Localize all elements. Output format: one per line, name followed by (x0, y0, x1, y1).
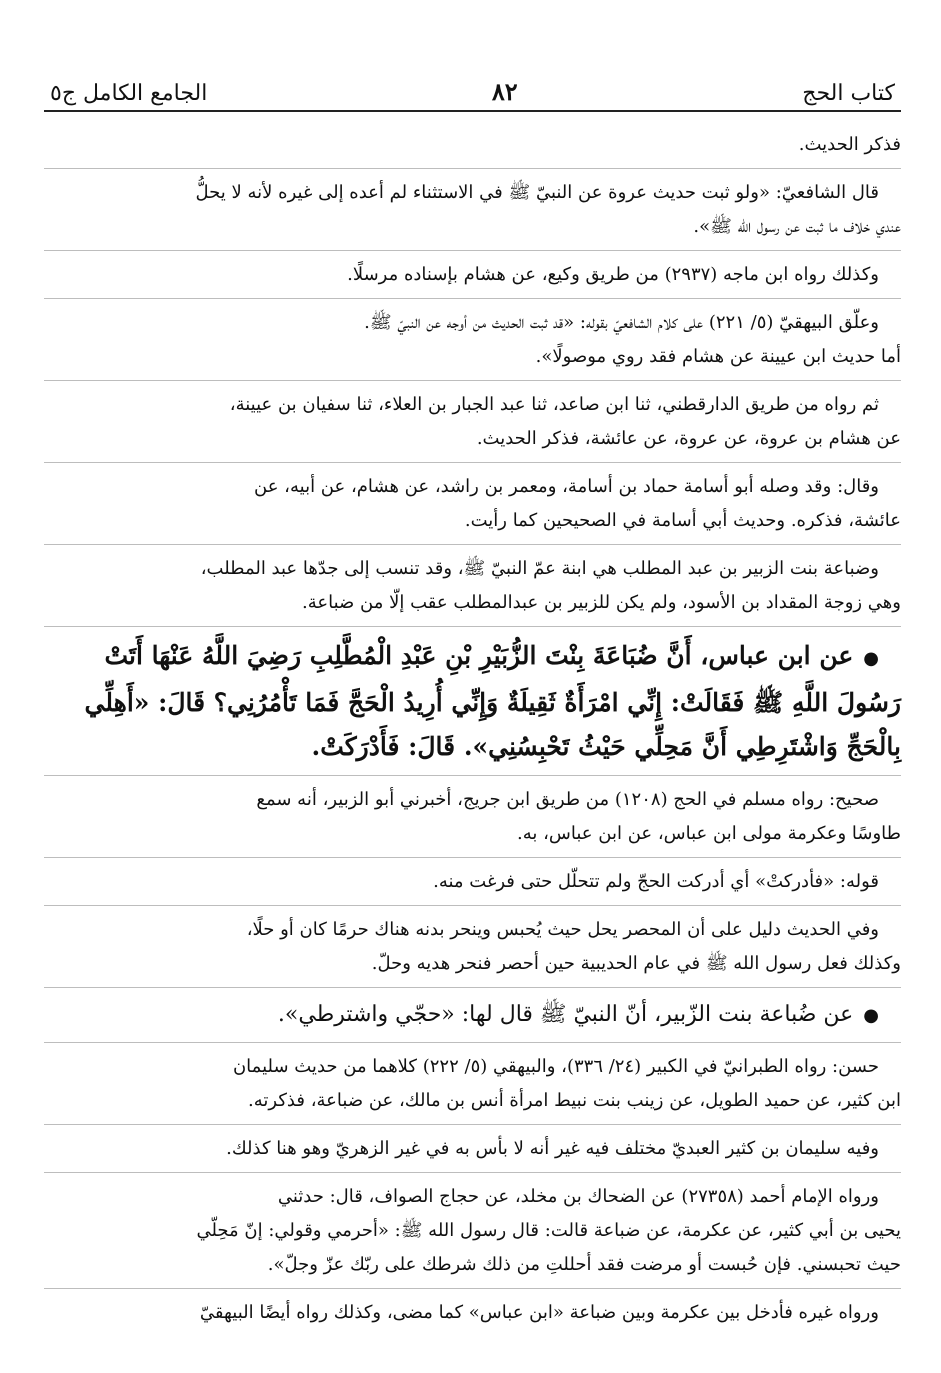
page-body (44, 128, 901, 1330)
paragraph-separator (44, 462, 901, 463)
paragraph-separator (44, 298, 901, 299)
paragraph: ورواه غيره فأدخل بين عكرمة وبين ضباعة «ابن عباس» كما مضى، وكذلك رواه أيضًا البيهقيّ (199, 1302, 879, 1323)
paragraph: وضباعة بنت الزبير بن عبد المطلب هي ابنة عمّ النبيّ ﷺ، وقد تنسب إلى جدّها عبد المطلب، وهي زوجة المقداد بن الأسود، ولم يكن للزبير بن عبدالمطلب عقب إلّا من ضباعة. (200, 558, 901, 613)
paragraph: صحيح: رواه مسلم في الحج (١٢٠٨) من طريق ابن جريج، أخبرني أبو الزبير، أنه سمع طاوسًا وعكرمة مولى ابن عباس، عن ابن عباس، به. (256, 789, 901, 844)
paragraph-separator (44, 380, 901, 381)
paragraph: وعلّق البيهقيّ (٥/ ٢٢١) على كلام الشافعيّ بقوله: «قد ثبت الحديث من أوجه عن النبيّ ﷺ. أما حديث ابن عيينة عن هشام فقد روي موصولًا». (364, 312, 901, 367)
bullet-icon: ● (863, 648, 879, 669)
paragraph-separator (44, 1124, 901, 1125)
paragraph-separator (44, 1042, 901, 1043)
header-rule (44, 110, 901, 112)
paragraph-separator (44, 626, 901, 627)
hadith-text: ●عن ابن عباس، أَنَّ ضُبَاعَةَ بِنْتَ الزُّبَيْرِ بْنِ عَبْدِ الْمُطَّلِبِ رَضِيَ اللَّهُ عَنْهَا أَتَتْ رَسُولَ اللَّهِ ﷺ فَقَالَتْ: إِنِّي امْرَأَةٌ ثَقِيلَةٌ وَإِنِّي أُرِيدُ الْحَجَّ فَمَا تَأْمُرُنِي؟ قَالَ: «أَهِلِّي بِالْحَجِّ وَاشْتَرِطِي أَنَّ مَحِلِّي حَيْثُ تَحْبِسُنِي». قَالَ: فَأَدْرَكَتْ. (84, 641, 901, 761)
paragraph: وفي الحديث دليل على أن المحصر يحل حيث يُحبس وينحر بدنه هناك حرمًا كان أو حلًا، وكذلك فعل رسول الله ﷺ في عام الحديبية حين أحصر فنحر هديه وحلّ. (246, 919, 901, 974)
header-book-title: الجامع الكامل ج٥ (50, 81, 208, 106)
paragraph: وفيه سليمان بن كثير العبديّ مختلف فيه غير أنه لا بأس به في غير الزهريّ وهو هنا كذلك. (226, 1138, 879, 1159)
paragraph-separator (44, 905, 901, 906)
paragraph-separator (44, 857, 901, 858)
paragraph: وكذلك رواه ابن ماجه (٢٩٣٧) من طريق وكيع، عن هشام بإسناده مرسلًا. (347, 264, 879, 285)
paragraph-separator (44, 250, 901, 251)
paragraph: قوله: «فأدركتْ» أي أدركت الحجّ ولم تتحلّل حتى فرغت منه. (433, 871, 879, 892)
paragraph-separator (44, 168, 901, 169)
paragraph-separator (44, 987, 901, 988)
page-number: ٨٢ (491, 77, 518, 106)
paragraph-separator (44, 775, 901, 776)
running-header (44, 62, 901, 106)
paragraph-separator (44, 1288, 901, 1289)
paragraph: فذكر الحديث. (798, 134, 901, 155)
paragraph-separator (44, 1172, 901, 1173)
bullet-icon: ● (863, 1005, 879, 1026)
header-chapter-title: كتاب الحج (802, 81, 895, 106)
paragraph: ثم رواه من طريق الدارقطني، ثنا ابن صاعد، ثنا عبد الجبار بن العلاء، ثنا سفيان بن عيينة، عن هشام بن عروة، عن عروة، عن عائشة، فذكر الحديث. (229, 394, 901, 449)
paragraph-separator (44, 544, 901, 545)
paragraph: ورواه الإمام أحمد (٢٧٣٥٨) عن الضحاك بن مخلد، عن حجاج الصواف، قال: حدثني يحيى بن أبي كثير، عن عكرمة، عن ضباعة قالت: قال رسول الله ﷺ: «أحرمي وقولي: إنّ مَحِلّي حيث تحبسني. فإن حُبست أو مرضت فقد أحللتِ من ذلك شرطك على ربّك عزّ وجلّ». (196, 1186, 901, 1275)
paragraph: حسن: رواه الطبرانيّ في الكبير (٢٤/ ٣٣٦)، والبيهقي (٥/ ٢٢٢) كلاهما من حديث سليمان ابن كثير، عن حميد الطويل، عن زينب بنت نبيط امرأة أنس بن مالك، عن ضباعة، فذكرته. (232, 1056, 901, 1111)
paragraph: قال الشافعيّ: «ولو ثبت حديث عروة عن النبيّ ﷺ في الاستثناء لم أعده إلى غيره لأنه لا يحلُّ عندي خلاف ما ثبت عن رسول الله ﷺ». (195, 182, 901, 237)
paragraph: وقال: وقد وصله أبو أسامة حماد بن أسامة، ومعمر بن راشد، عن هشام، عن أبيه، عن عائشة، فذكره. وحديث أبي أسامة في الصحيحين كما رأيت. (254, 476, 901, 531)
hadith-text: ●عن ضُباعة بنت الزّبير، أنّ النبيّ ﷺ قال لها: «حجّي واشترطي». (277, 1002, 879, 1027)
